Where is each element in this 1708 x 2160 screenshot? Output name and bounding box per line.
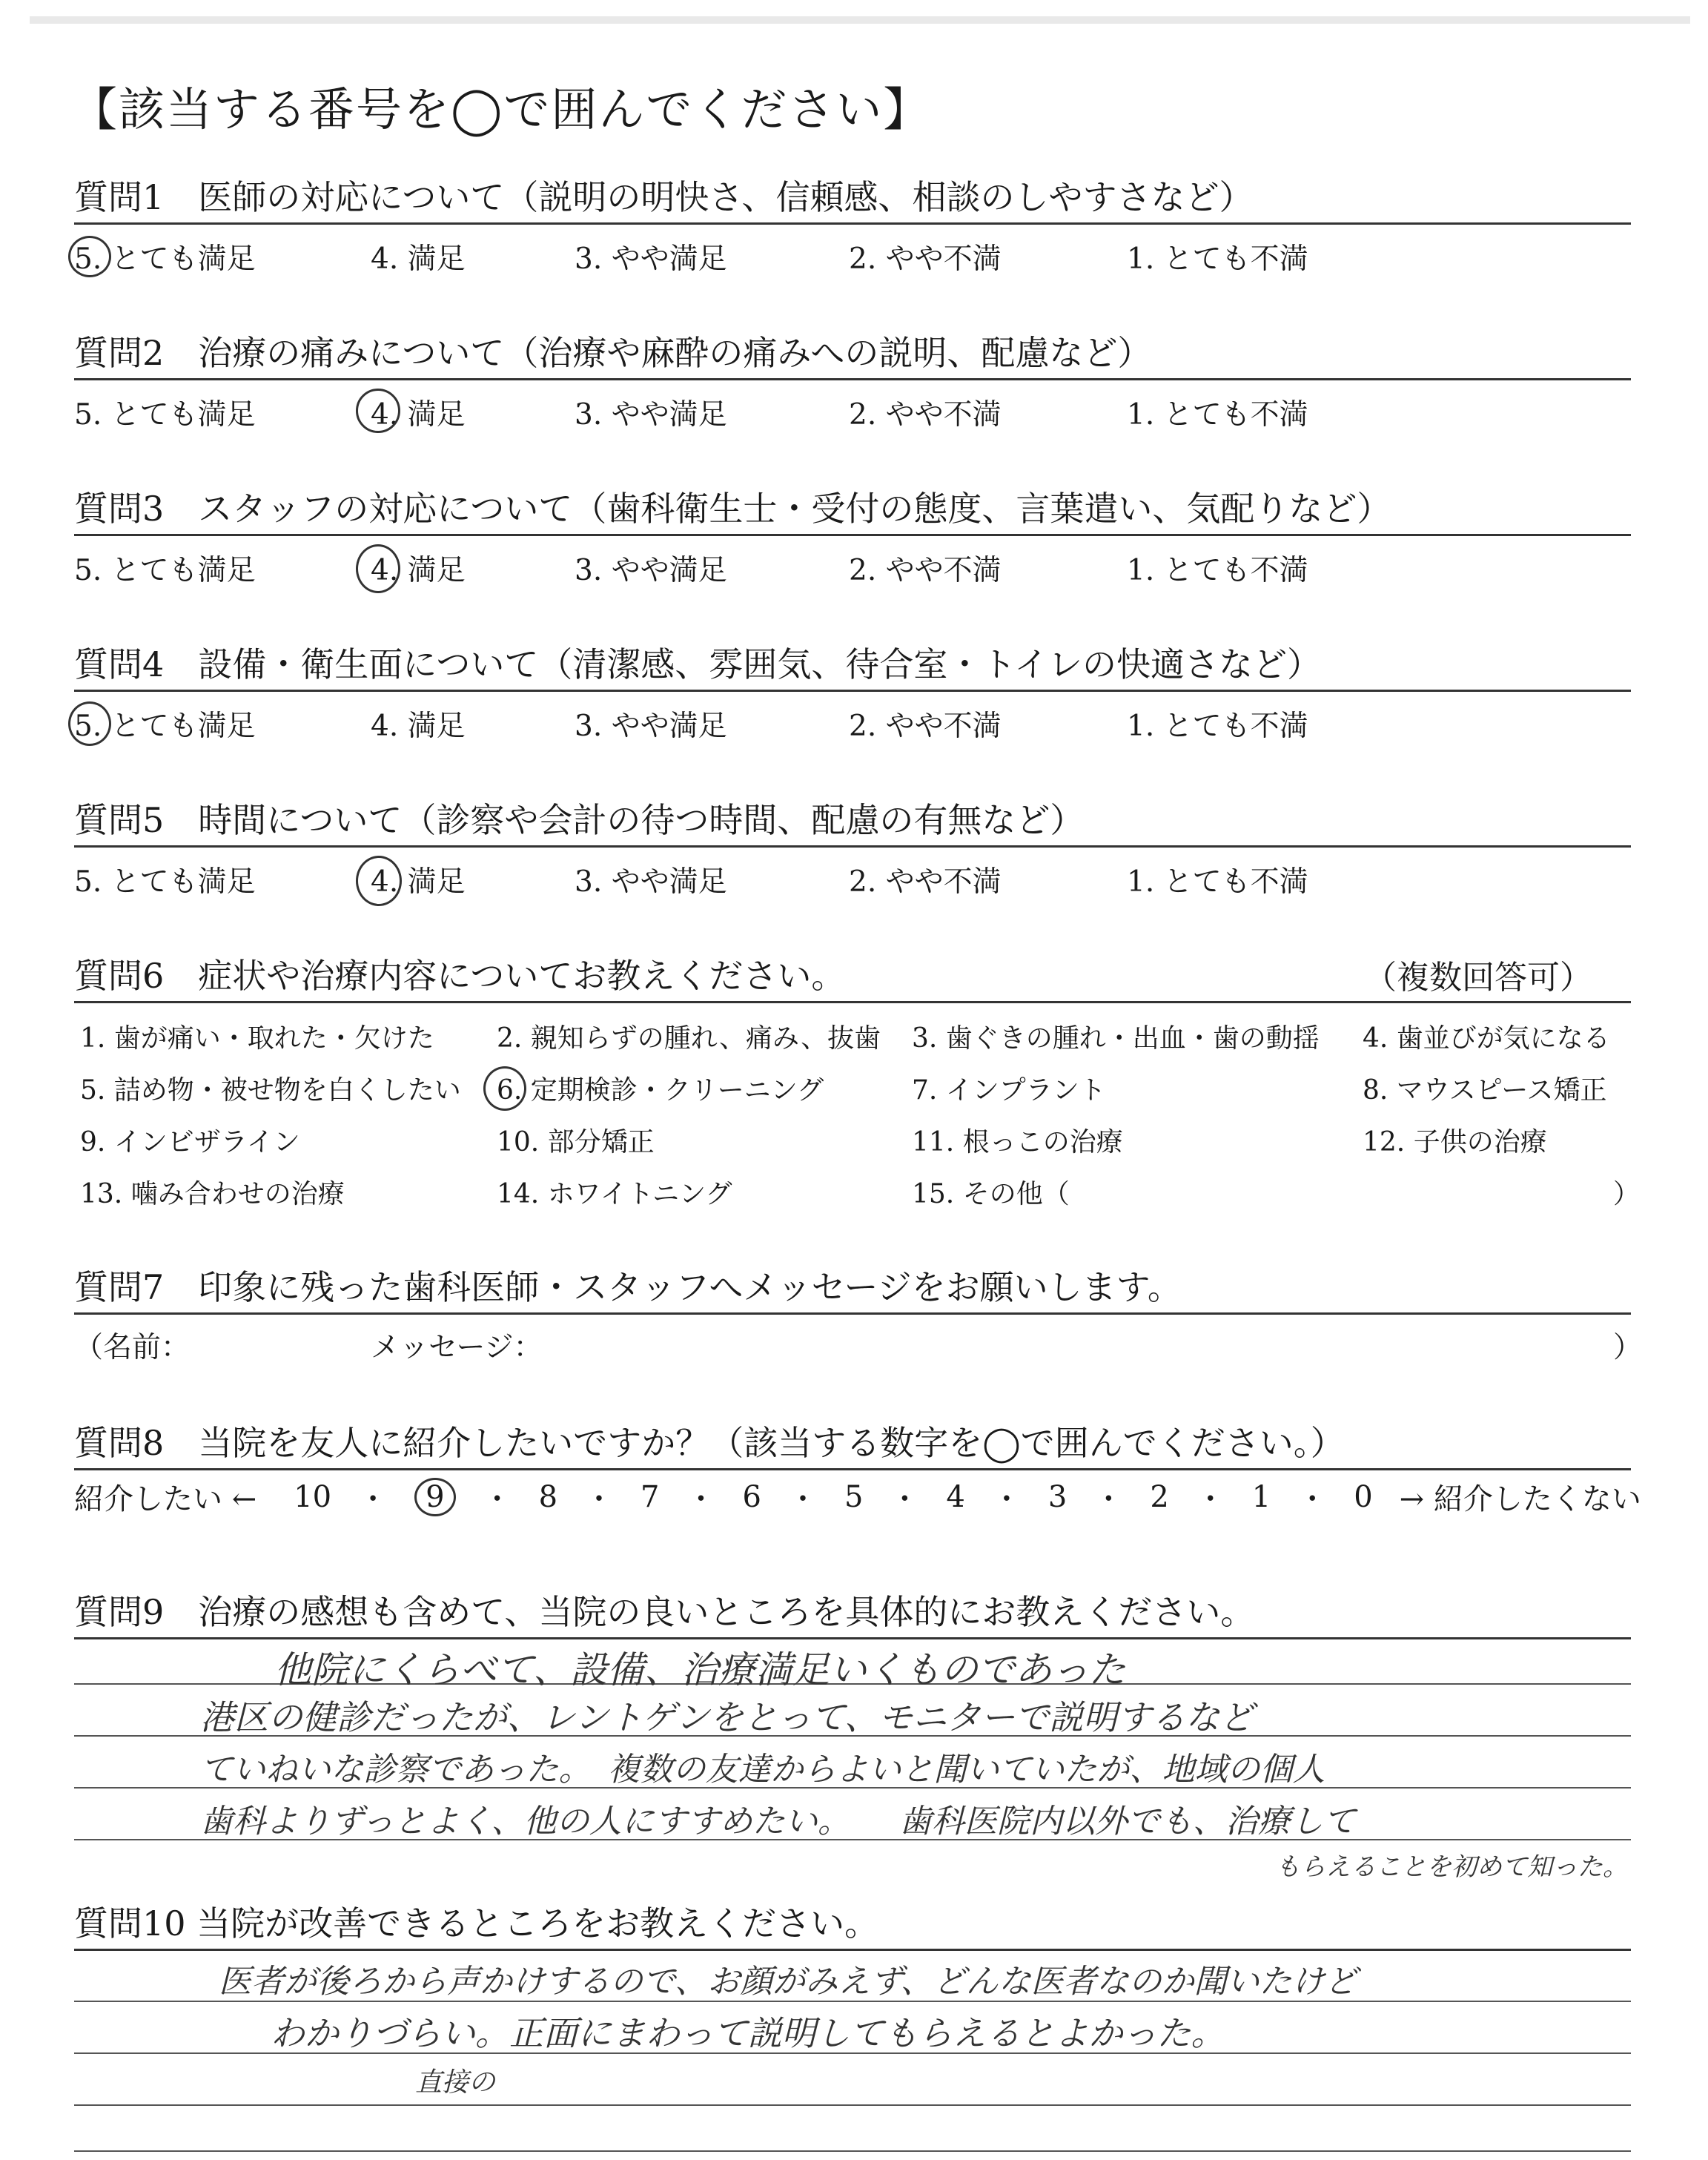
- q6-title: 質問6 症状や治療内容についてお教えください。: [74, 956, 846, 996]
- q8-scale-2[interactable]: 2: [1150, 1479, 1169, 1514]
- q8-scale-4[interactable]: 4: [946, 1479, 965, 1514]
- q4-choice-2[interactable]: 2. やや不満: [849, 710, 1002, 743]
- scan-top-edge: [30, 16, 1690, 24]
- q6-option-14[interactable]: 14. ホワイトニング: [497, 1179, 732, 1209]
- q5-choice-2[interactable]: 2. やや不満: [849, 865, 1002, 899]
- q4-choice-4[interactable]: 4. 満足: [371, 710, 466, 743]
- q6-option-1[interactable]: 1. 歯が痛い・取れた・欠けた: [80, 1023, 434, 1054]
- q6-option-8[interactable]: 8. マウスピース矯正: [1363, 1075, 1607, 1106]
- q8-scale-5[interactable]: 5: [844, 1479, 864, 1514]
- q3-choice-4[interactable]: 4. 満足: [371, 554, 466, 587]
- q5-choice-3[interactable]: 3. やや満足: [575, 865, 727, 899]
- q7-message-label: メッセージ：: [371, 1331, 543, 1364]
- q6-option-4[interactable]: 4. 歯並びが気になる: [1363, 1023, 1610, 1054]
- q1-choice-4[interactable]: 4. 満足: [371, 242, 466, 276]
- q3-choice-2[interactable]: 2. やや不満: [849, 554, 1002, 587]
- q6-option-12[interactable]: 12. 子供の治療: [1363, 1127, 1547, 1157]
- q8-scale-10[interactable]: 10: [294, 1479, 332, 1514]
- q3-rule: [74, 534, 1631, 536]
- q3-choice-3[interactable]: 3. やや満足: [575, 554, 727, 587]
- q6-option-7[interactable]: 7. インプラント: [912, 1075, 1106, 1106]
- q8-scale-6[interactable]: 6: [742, 1479, 761, 1514]
- q8-right-label: → 紹介したくない: [1399, 1482, 1641, 1516]
- q10-rule: [74, 1949, 1631, 1951]
- q7-name-label: （名前：: [74, 1331, 191, 1364]
- q10-answer-line: [74, 2104, 1631, 2106]
- q7-title: 質問7 印象に残った歯科医師・スタッフへメッセージをお願いします。: [74, 1267, 1182, 1307]
- q8-rule: [74, 1468, 1631, 1470]
- q9-handwritten-line-4: 歯科よりずっとよく、他の人にすすめたい。 歯科医院内以外でも、治療して: [200, 1803, 1356, 1840]
- q3-choice-5[interactable]: 5. とても満足: [74, 554, 256, 587]
- q2-title: 質問2 治療の痛みについて（治療や麻酔の痛みへの説明、配慮など）: [74, 333, 1152, 373]
- q9-title: 質問9 治療の感想も含めて、当院の良いところを具体的にお教えください。: [74, 1592, 1255, 1632]
- q10-handwritten-line-3: 直接の: [415, 2067, 496, 2098]
- q6-option-2[interactable]: 2. 親知らずの腫れ、痛み、抜歯: [497, 1023, 881, 1054]
- q4-title: 質問4 設備・衛生面について（清潔感、雰囲気、待合室・トイレの快適さなど）: [74, 644, 1322, 684]
- q2-choice-3[interactable]: 3. やや満足: [575, 398, 727, 432]
- form-instruction-title: 【該当する番号を◯で囲んでください】: [71, 82, 931, 136]
- q6-option-15[interactable]: 15. その他（: [912, 1179, 1070, 1209]
- q6-selected-circle: [483, 1066, 526, 1111]
- q9-handwritten-line-1: 他院にくらべて、設備、治療満足いくものであった: [274, 1648, 1126, 1691]
- q1-rule: [74, 222, 1631, 225]
- q8-scale-7[interactable]: 7: [640, 1479, 660, 1514]
- q6-option-9[interactable]: 9. インビザライン: [80, 1127, 300, 1157]
- q3-title: 質問3 スタッフの対応について（歯科衛生士・受付の態度、言葉遣い、気配りなど）: [74, 489, 1391, 529]
- q4-rule: [74, 690, 1631, 692]
- q1-choice-2[interactable]: 2. やや不満: [849, 242, 1002, 276]
- q5-choice-4[interactable]: 4. 満足: [371, 865, 466, 899]
- q3-choice-1[interactable]: 1. とても不満: [1127, 554, 1308, 587]
- q2-choice-1[interactable]: 1. とても不満: [1127, 398, 1308, 432]
- q2-choice-2[interactable]: 2. やや不満: [849, 398, 1002, 432]
- q5-choice-1[interactable]: 1. とても不満: [1127, 865, 1308, 899]
- q9-rule: [74, 1637, 1631, 1639]
- q8-scale-9[interactable]: 9: [414, 1478, 455, 1516]
- q5-choice-5[interactable]: 5. とても満足: [74, 865, 256, 899]
- q1-choice-3[interactable]: 3. やや満足: [575, 242, 727, 276]
- q4-choice-5[interactable]: 5. とても満足: [74, 710, 256, 743]
- q9-handwritten-line-2: 港区の健診だったが、レントゲンをとって、モニターで説明するなど: [200, 1697, 1254, 1737]
- q10-handwritten-line-2: わかりづらい。正面にまわって説明してもらえるとよかった。: [271, 2013, 1225, 2053]
- q6-option-6[interactable]: 6. 定期検診・クリーニング: [497, 1075, 824, 1106]
- q5-rule: [74, 845, 1631, 848]
- q10-answer-line: [74, 2150, 1631, 2152]
- q3-selected-circle: [356, 544, 400, 593]
- q1-choice-5[interactable]: 5. とても満足: [74, 242, 256, 276]
- q5-selected-circle: [356, 856, 402, 906]
- q8-scale-1[interactable]: 1: [1251, 1479, 1271, 1514]
- q10-handwritten-line-1: 医者が後ろから声かけするので、お顔がみえず、どんな医者なのか聞いたけど: [219, 1963, 1357, 2001]
- q8-scale-8[interactable]: 8: [538, 1479, 558, 1514]
- q1-title: 質問1 医師の対応について（説明の明快さ、信頼感、相談のしやすさなど）: [74, 177, 1254, 217]
- q10-title: 質問10 当院が改善できるところをお教えください。: [74, 1903, 879, 1943]
- q2-rule: [74, 378, 1631, 380]
- q2-selected-circle: [356, 389, 400, 433]
- q5-title: 質問5 時間について（診察や会計の待つ時間、配慮の有無など）: [74, 800, 1085, 840]
- q6-option-5[interactable]: 5. 詰め物・被せ物を白くしたい: [80, 1075, 461, 1106]
- q1-choice-1[interactable]: 1. とても不満: [1127, 242, 1308, 276]
- q6-option-3[interactable]: 3. 歯ぐきの腫れ・出血・歯の動揺: [912, 1023, 1320, 1054]
- q8-title: 質問8 当院を友人に紹介したいですか？（該当する数字を◯で囲んでください。）: [74, 1423, 1345, 1463]
- q8-left-label: 紹介したい ←: [74, 1482, 257, 1516]
- q8-scale-0[interactable]: 0: [1354, 1479, 1373, 1514]
- q8-scale-3[interactable]: 3: [1047, 1479, 1068, 1514]
- q7-close-paren: ）: [1613, 1331, 1643, 1364]
- q8-scale: 紹介したい ← 10 ・ 9 ・ 8 ・ 7 ・ 6 ・ 5 ・ 4 ・ 3 ・ 2 ・ 1 ・ 0 → 紹介したくない: [74, 1476, 1631, 1518]
- q9-handwritten-line-3: ていねいな診察であった。 複数の友達からよいと聞いていたが、地域の個人: [200, 1751, 1325, 1789]
- q6-option-11[interactable]: 11. 根っこの治療: [912, 1127, 1123, 1157]
- q1-selected-circle: [68, 236, 111, 277]
- q6-option-10[interactable]: 10. 部分矯正: [497, 1127, 655, 1157]
- q4-choice-3[interactable]: 3. やや満足: [575, 710, 727, 743]
- q9-handwritten-line-5: もらえることを初めて知った。: [1275, 1852, 1628, 1882]
- q7-rule: [74, 1312, 1631, 1315]
- q4-choice-1[interactable]: 1. とても不満: [1127, 710, 1308, 743]
- q6-rule: [74, 1001, 1631, 1003]
- q2-choice-5[interactable]: 5. とても満足: [74, 398, 256, 432]
- q4-selected-circle: [68, 701, 111, 746]
- q6-multiple-answer-note: （複数回答可）: [1364, 959, 1592, 997]
- q2-choice-4[interactable]: 4. 満足: [371, 398, 466, 432]
- q6-other-close-paren: ）: [1613, 1179, 1641, 1209]
- q6-option-13[interactable]: 13. 噛み合わせの治療: [80, 1179, 345, 1209]
